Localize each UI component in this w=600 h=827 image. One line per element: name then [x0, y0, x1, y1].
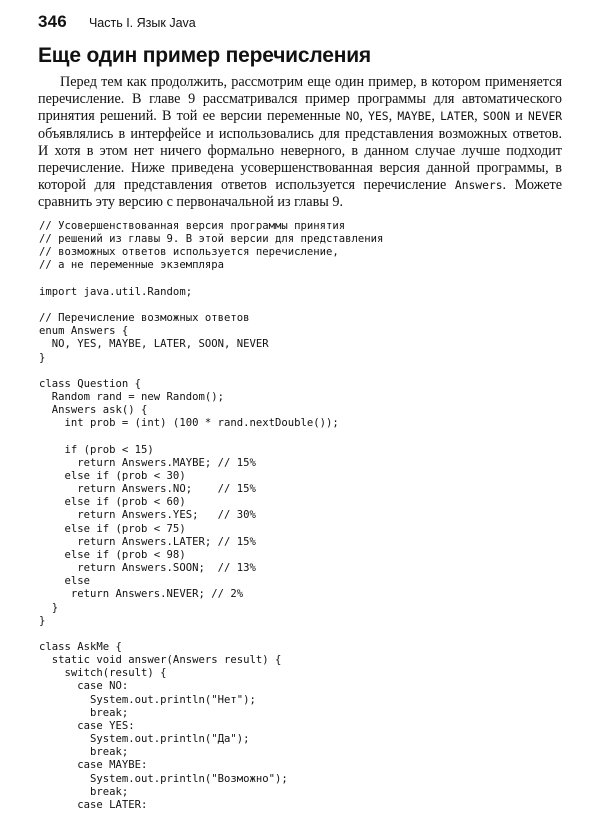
code-line: else — [39, 575, 91, 588]
code-line — [39, 431, 579, 444]
code-line: else if (prob < 98) — [39, 548, 186, 561]
running-head: Часть I. Язык Java — [88, 16, 196, 30]
code-line: return Answers.NO; // 15% — [39, 483, 256, 496]
section-title: Еще один пример перечисления — [38, 44, 371, 67]
code-line: class AskMe { — [39, 641, 122, 653]
code-line: break; — [39, 785, 129, 798]
code-line — [39, 365, 579, 378]
code-line: case LATER: — [39, 798, 148, 811]
paragraph-text: и — [510, 108, 529, 125]
paragraph-text: , — [388, 108, 398, 125]
code-line — [39, 299, 579, 312]
code-line: if (prob < 15) — [39, 443, 154, 456]
code-line: return Answers.SOON; // 13% — [39, 562, 256, 575]
code-line: } — [39, 601, 59, 614]
page-number: 346 — [38, 12, 67, 31]
code-line — [39, 628, 579, 641]
code-line: class Question { — [39, 377, 142, 390]
paragraph-text: , — [359, 108, 369, 125]
code-line: Answers ask() { — [39, 404, 148, 417]
code-line — [39, 273, 579, 286]
code-line: case YES: — [39, 719, 135, 732]
code-line: break; — [39, 746, 129, 759]
code-line: else if (prob < 75) — [39, 522, 186, 535]
code-line: switch(result) { — [39, 667, 167, 680]
code-line: import java.util.Random; — [39, 285, 193, 298]
code-line: System.out.println("Возможно"); — [39, 772, 288, 785]
inline-code-later: LATER — [440, 110, 475, 124]
code-line: // Усовершенствованная версия программы принятия — [39, 220, 346, 232]
code-line: return Answers.LATER; // 15% — [39, 535, 256, 548]
paragraph-text: Перед тем как продолжить, рассмотрим еще один пример, в котором применяется перечисление. В главе 9 рассматривался пример программы для автоматического принятия решений. В той ее версии переменные — [38, 74, 562, 125]
code-line: else if (prob < 60) — [39, 496, 186, 509]
code-line: enum Answers { — [39, 325, 129, 338]
paragraph-text: , — [431, 108, 441, 125]
code-line: return Answers.NEVER; // 2% — [39, 588, 244, 601]
code-line: // Перечисление возможных ответов — [39, 312, 250, 325]
code-line: System.out.println("Да"); — [39, 733, 250, 746]
inline-code-never: NEVER — [528, 110, 563, 124]
intro-paragraph — [38, 74, 562, 212]
code-line: case NO: — [39, 680, 129, 693]
code-line: // решений из главы 9. В этой версии для представления — [39, 233, 384, 246]
code-line: static void answer(Answers result) { — [39, 654, 282, 667]
code-line: } — [39, 614, 46, 627]
code-line: NO, YES, MAYBE, LATER, SOON, NEVER — [39, 338, 269, 351]
code-line: System.out.println("Нет"); — [39, 693, 256, 706]
inline-code-soon: SOON — [482, 110, 511, 124]
code-line: return Answers.YES; // 30% — [39, 509, 256, 522]
code-line: } — [39, 351, 46, 364]
page-header — [38, 12, 196, 32]
code-line: return Answers.MAYBE; // 15% — [39, 456, 256, 469]
code-line: Random rand = new Random(); — [39, 391, 224, 404]
code-line: break; — [39, 706, 129, 719]
inline-code-maybe: MAYBE — [397, 110, 432, 124]
paragraph-text: . Можете сравнить эту версию с первоначальной из главы 9. — [38, 177, 562, 211]
code-line: int prob = (int) (100 * rand.nextDouble()); — [39, 417, 339, 430]
inline-code-answers: Answers — [454, 179, 503, 193]
inline-code-yes: YES — [368, 110, 389, 124]
paragraph-text: объявлялись в интерфейсе и использовались для представления возможных ответов. И хотя в этом нет ничего формально неверного, в данном случае лучше подходит перечисление. Ниже приведена усовершенствованная версия данной программы, в которой для представления ответов используется перечисление — [38, 125, 562, 194]
paragraph-text: , — [474, 108, 483, 125]
code-line: else if (prob < 30) — [39, 469, 186, 482]
code-listing — [39, 220, 579, 812]
code-line: // возможных ответов используется перечисление, — [39, 246, 339, 259]
code-line: case MAYBE: — [39, 759, 148, 772]
code-line: // а не переменные экземпляра — [39, 259, 224, 272]
inline-code-no: NO — [345, 110, 360, 124]
